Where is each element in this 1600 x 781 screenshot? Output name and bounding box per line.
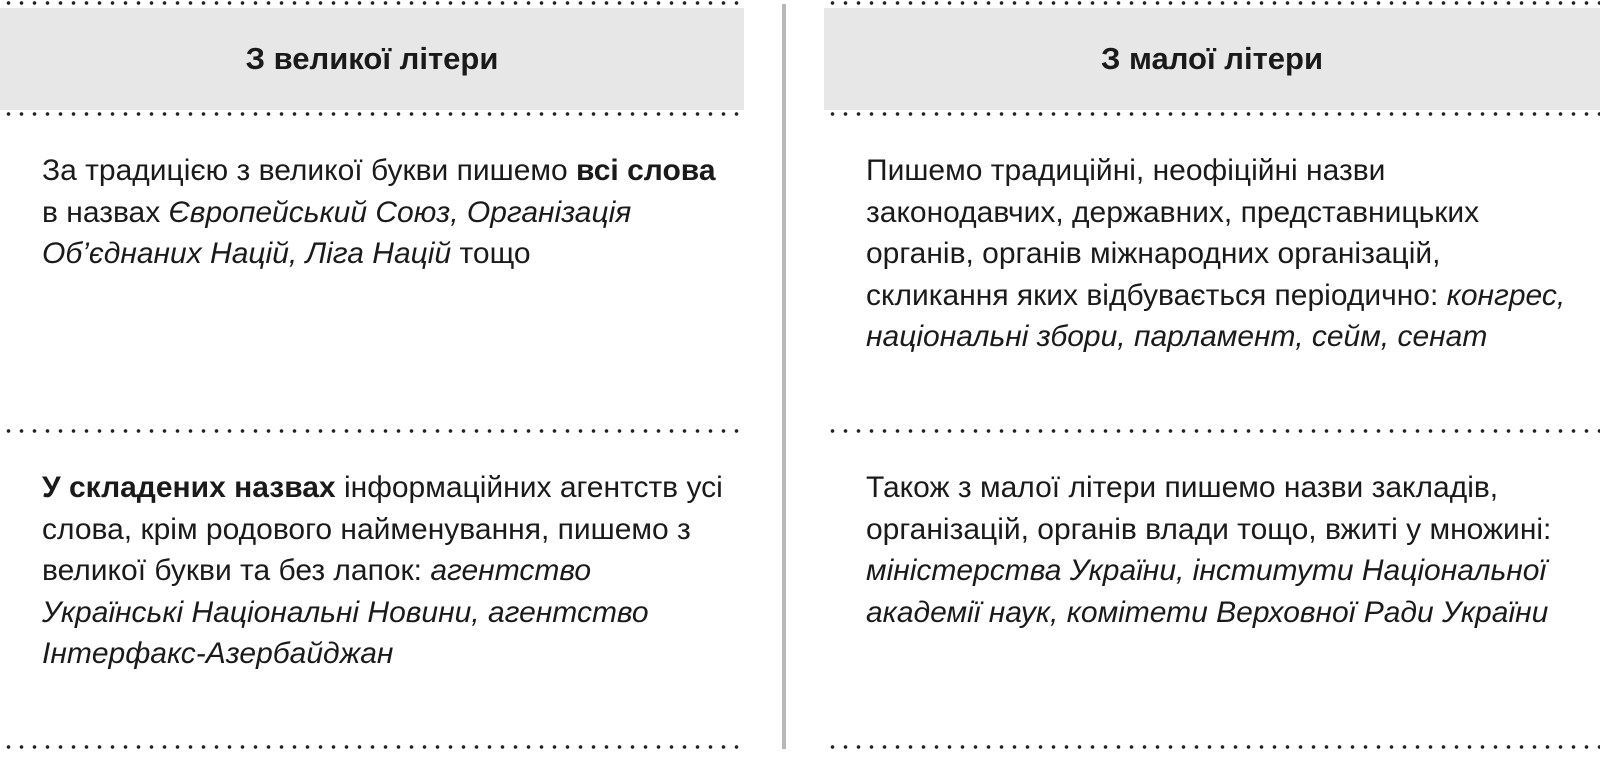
- column-divider: [782, 4, 786, 749]
- text-fragment: інформаційних агентств усі слова, крім родового найменування, пишемо з великої букви та без лапок:: [42, 471, 723, 588]
- dotted-rule-top: [0, 0, 744, 6]
- rule-text-block: [866, 467, 1580, 633]
- column-header-uppercase: [0, 8, 744, 110]
- example-fragment: міністерства України, інститути Національної академії наук, комітети Верховної Ради України: [866, 554, 1549, 629]
- bold-fragment: всі слова: [576, 154, 716, 187]
- rule-text-block: [866, 150, 1580, 358]
- bold-fragment: У складених назвах: [42, 471, 336, 504]
- text-fragment: Також з малої літери пишемо назви закладів, організацій, органів влади тощо, вжиті у множині:: [866, 471, 1552, 546]
- text-fragment: Пишемо традиційні, неофіційні назви законодавчих, державних, представницьких органів, органів міжнародних організацій, скликання яких відбувається періодично:: [866, 154, 1480, 312]
- header-title: З великої літери: [245, 41, 499, 76]
- dotted-rule-top: [824, 0, 1600, 6]
- rule-text-block: [42, 467, 724, 675]
- example-fragment: конгрес, національні збори, парламент, сейм, сенат: [866, 278, 1566, 354]
- dotted-rule: [824, 111, 1600, 117]
- text-fragment: За традицією з великої букви пишемо: [42, 154, 577, 187]
- column-header-lowercase: [824, 8, 1600, 110]
- rule-text-block: [42, 150, 724, 275]
- dotted-rule: [824, 428, 1600, 434]
- header-title: З малої літери: [1100, 41, 1324, 76]
- text-fragment: тощо: [451, 237, 531, 271]
- example-fragment: Європейський Союз, Організація Об’єднаних Націй, Ліга Націй: [42, 195, 632, 271]
- dotted-rule: [0, 111, 744, 117]
- example-fragment: агентство Українські Національні Новини, агентство Інтерфакс-Азербайджан: [42, 554, 649, 671]
- dotted-rule-bottom: [0, 744, 744, 750]
- dotted-rule: [0, 428, 744, 434]
- text-fragment: в назвах: [42, 195, 169, 229]
- dotted-rule-bottom: [824, 744, 1600, 750]
